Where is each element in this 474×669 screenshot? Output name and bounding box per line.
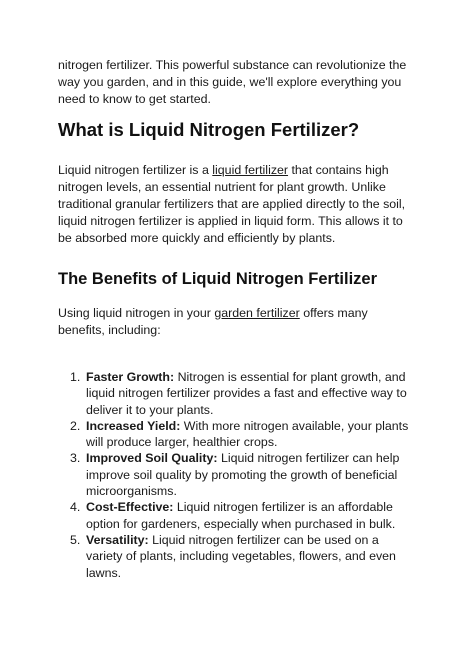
- list-item: [58, 418, 414, 451]
- item-title: Increased Yield:: [86, 418, 181, 433]
- item-text: Liquid nitrogen fertilizer can be used on a variety of plants, including vegetables, flowers, and even lawns.: [86, 532, 396, 580]
- garden-fertilizer-link[interactable]: garden fertilizer: [214, 306, 300, 320]
- item-text: Liquid nitrogen fertilizer can help improve soil quality by promoting the growth of beneficial microorganisms.: [86, 451, 400, 499]
- benefits-intro-paragraph: [58, 305, 414, 339]
- para-text: offers many benefits, including:: [58, 306, 368, 337]
- list-item: [58, 369, 414, 418]
- item-text: Nitrogen is essential for plant growth, and liquid nitrogen fertilizer provides a fast and effective way to deliver it to your plants.: [86, 370, 407, 417]
- list-item: [58, 499, 414, 532]
- item-title: Improved Soil Quality:: [86, 451, 218, 466]
- item-title: Versatility:: [86, 532, 149, 547]
- item-text: Liquid nitrogen fertilizer is an affordable option for gardeners, especially when purchased in bulk.: [86, 500, 396, 531]
- item-title: Cost-Effective:: [86, 500, 174, 515]
- list-number: 1.: [70, 370, 81, 384]
- item-text: With more nitrogen available, your plants will produce larger, healthier crops.: [86, 418, 409, 450]
- para-text: Liquid nitrogen fertilizer is a: [58, 163, 213, 177]
- liquid-fertilizer-link[interactable]: liquid fertilizer: [212, 163, 289, 177]
- list-number: 2.: [70, 418, 81, 433]
- list-number: 3.: [70, 451, 81, 466]
- list-item: [58, 532, 414, 581]
- list-item: [58, 450, 414, 499]
- benefits-list: [58, 369, 414, 581]
- list-number: 5.: [70, 532, 81, 547]
- section-heading-what-is: What is Liquid Nitrogen Fertilizer?: [58, 119, 360, 140]
- section-heading-benefits: The Benefits of Liquid Nitrogen Fertilizer: [58, 270, 378, 288]
- what-is-paragraph: [58, 162, 416, 247]
- intro-paragraph: nitrogen fertilizer. This powerful substance can revolutionize the way you garden, and in this guide, we'll explore everything you need to know to get started.: [58, 58, 407, 106]
- item-title: Faster Growth:: [86, 370, 175, 384]
- para-text: that contains high nitrogen levels, an essential nutrient for plant growth. Unlike traditional granular fertilizers that are applied directly to the soil, liquid nitrogen fertilizer is applied in liquid form. This allows it to be absorbed more quickly and efficiently by plants.: [58, 163, 406, 245]
- para-text: Using liquid nitrogen in your: [58, 306, 215, 320]
- list-number: 4.: [70, 500, 81, 515]
